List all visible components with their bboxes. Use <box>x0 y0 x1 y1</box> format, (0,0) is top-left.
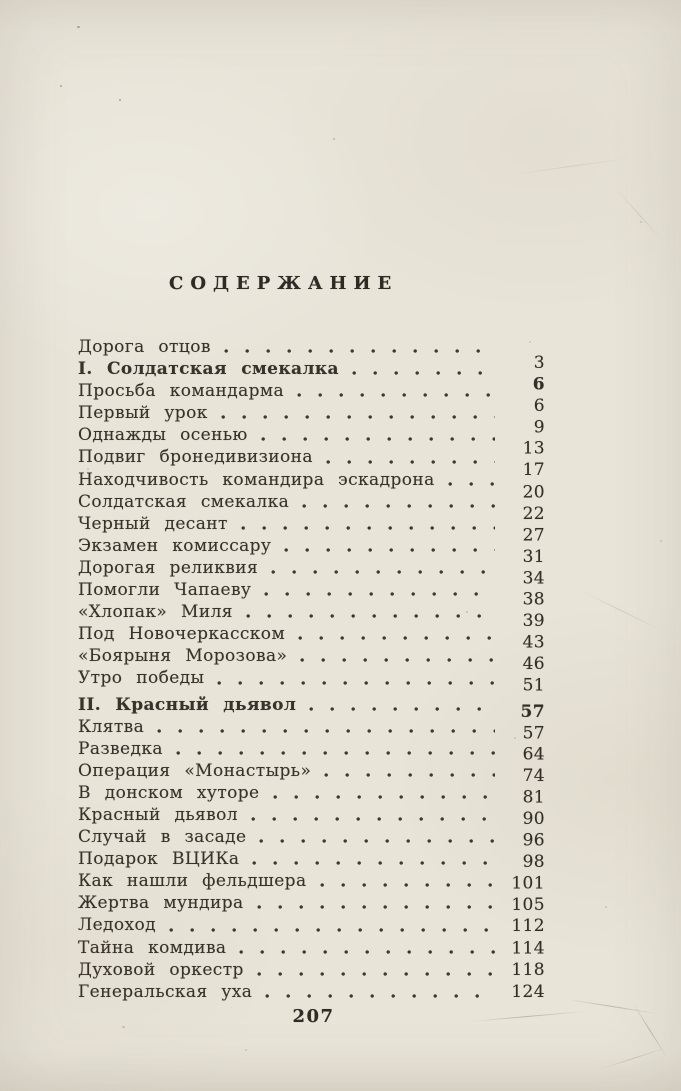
toc-row <box>78 870 545 892</box>
toc-entry-page: 51 <box>522 675 545 696</box>
paper-speck <box>466 611 468 613</box>
toc-entry-title: Однажды осенью <box>78 425 248 446</box>
toc-row <box>78 804 545 829</box>
toc-entry-page: 64 <box>522 744 545 765</box>
toc-row <box>78 645 545 675</box>
toc-entry-title: I. Солдатская смекалка <box>78 359 339 380</box>
toc-row <box>78 959 545 981</box>
toc-row <box>78 623 545 653</box>
toc-row <box>78 557 545 589</box>
paper-speck <box>245 1049 247 1051</box>
paper-speck <box>660 540 662 542</box>
toc-entry-page: 17 <box>522 460 545 481</box>
toc-entry-page: 6 <box>532 374 545 395</box>
toc-entry-title: Черный десант <box>78 513 228 534</box>
toc-entry-page: 90 <box>522 808 545 829</box>
toc-row <box>78 981 545 1003</box>
toc-entry-page: 34 <box>522 568 545 589</box>
paper-speck <box>77 26 80 28</box>
toc-entry-title: Дорогая реликвия <box>78 557 259 578</box>
paper-speck <box>333 138 335 140</box>
toc-entry-title: Подвиг бронедивизиона <box>78 447 313 468</box>
toc-entry-title: II. Красный дьявол <box>78 694 297 715</box>
toc-entry-title: Утро победы <box>78 668 205 689</box>
toc-row <box>78 760 545 786</box>
toc-entry-title: Жертва мундира <box>78 893 244 914</box>
toc-entry-title: Дорога отцов <box>78 337 211 357</box>
dot-leader <box>309 706 495 712</box>
paper-speck <box>514 737 516 739</box>
toc-row <box>78 716 545 743</box>
toc-row <box>78 782 545 808</box>
toc-entry-title: Просьба командарма <box>78 381 285 402</box>
dot-leader <box>300 657 495 663</box>
toc-entry-title: «Хлопак» Миля <box>78 602 233 623</box>
dot-leader <box>241 525 495 531</box>
dot-leader <box>157 728 495 734</box>
toc-entry-title: Клятва <box>78 716 145 737</box>
toc-row <box>78 579 545 610</box>
paper-speck <box>119 99 121 101</box>
paper-speck <box>60 85 62 87</box>
toc-entry-page: 46 <box>522 654 545 675</box>
dot-leader <box>302 503 495 509</box>
toc-entry-title: Случай в засаде <box>78 827 247 848</box>
toc-entry-title: Операция «Монастырь» <box>78 760 312 781</box>
toc-entry-title: Помогли Чапаеву <box>78 580 252 601</box>
toc-entry-page: 6 <box>533 396 545 417</box>
paper-speck <box>178 342 180 344</box>
paper-crease <box>615 188 663 241</box>
toc-list <box>78 336 545 1003</box>
toc-entry-page: 124 <box>511 981 545 1002</box>
dot-leader <box>169 927 495 933</box>
dot-leader <box>326 459 495 465</box>
dot-leader <box>264 591 495 597</box>
toc-row <box>78 738 545 765</box>
toc-row <box>78 892 545 914</box>
paper-speck <box>87 468 89 470</box>
dot-leader <box>257 904 495 910</box>
toc-entry-page: 112 <box>511 916 545 937</box>
toc-row <box>78 914 545 936</box>
paper-speck <box>605 906 607 908</box>
toc-entry-page: 105 <box>511 895 545 916</box>
dot-leader <box>271 569 495 575</box>
toc-entry-page: 22 <box>522 503 545 524</box>
toc-entry-page: 43 <box>522 632 545 653</box>
dot-leader <box>259 838 495 844</box>
toc-row <box>78 937 545 959</box>
toc-entry-page: 31 <box>522 546 545 567</box>
toc-entry-title: Духовой оркестр <box>78 959 244 980</box>
toc-entry-page: 101 <box>511 873 545 894</box>
toc-entry-page: 74 <box>522 765 545 786</box>
toc-entry-title: Находчивость командира эскадрона <box>78 469 435 490</box>
dot-leader <box>221 414 495 420</box>
dot-leader <box>251 816 495 822</box>
dot-leader <box>298 635 495 641</box>
folio-page-number: 207 <box>292 1006 335 1027</box>
dot-leader <box>176 750 495 756</box>
toc-entry-page: 81 <box>522 787 545 808</box>
dot-leader <box>265 993 495 999</box>
dot-leader <box>273 794 495 800</box>
toc-row <box>78 826 545 851</box>
toc-entry-page: 3 <box>533 353 545 373</box>
toc-entry-page: 57 <box>522 722 545 743</box>
toc-entry-title: Подарок ВЦИКа <box>78 849 240 870</box>
toc-entry-page: 57 <box>520 701 545 722</box>
toc-entry-title: Генеральская уха <box>78 981 253 1002</box>
paper-crease <box>598 1047 669 1071</box>
toc-entry-title: Красный дьявол <box>78 804 238 825</box>
toc-entry-title: «Боярыня Морозова» <box>78 646 288 667</box>
paper-crease <box>511 158 630 176</box>
toc-entry-page: 96 <box>522 830 545 851</box>
toc-entry-page: 39 <box>522 611 545 632</box>
toc-row <box>78 667 545 696</box>
dot-leader <box>352 370 495 376</box>
toc-entry-page: 13 <box>522 439 545 460</box>
dot-leader <box>320 882 496 888</box>
toc-entry-page: 98 <box>522 852 545 873</box>
dot-leader <box>261 436 495 442</box>
dot-leader <box>252 860 495 866</box>
dot-leader <box>239 949 495 955</box>
toc-row <box>78 601 545 632</box>
toc-entry-title: Солдатская смекалка <box>78 491 290 512</box>
dot-leader <box>324 772 495 778</box>
toc-entry-title: Тайна комдива <box>78 937 227 958</box>
toc-entry-page: 9 <box>533 417 545 438</box>
toc-entry-page: 118 <box>511 959 545 980</box>
toc-entry-title: Разведка <box>78 738 163 759</box>
dot-leader <box>448 481 495 487</box>
paper-speck <box>122 1026 125 1028</box>
dot-leader <box>284 547 495 553</box>
page-title: СОДЕРЖАНИЕ <box>169 273 399 294</box>
paper-speck <box>640 221 642 223</box>
toc-entry-title: Ледоход <box>78 915 157 936</box>
toc-row <box>78 694 545 722</box>
paper-speck <box>529 341 531 343</box>
toc-entry-page: 27 <box>522 525 545 546</box>
toc-entry-title: Под Новочеркасском <box>78 624 286 645</box>
dot-leader <box>297 392 495 398</box>
dot-leader <box>257 971 495 977</box>
dot-leader <box>224 348 495 354</box>
toc-entry-page: 38 <box>522 589 545 610</box>
toc-row <box>78 848 545 873</box>
toc-entry-title: В донском хуторе <box>78 782 260 803</box>
paper-crease <box>580 590 661 630</box>
toc-entry-page: 20 <box>522 482 545 503</box>
toc-entry-title: Как нашли фельдшера <box>78 871 307 892</box>
toc-row <box>78 535 545 567</box>
toc-entry-title: Экзамен комиссару <box>78 535 272 556</box>
toc-entry-page: 114 <box>511 938 545 959</box>
dot-leader <box>217 680 495 686</box>
dot-leader <box>246 613 495 619</box>
toc-entry-title: Первый урок <box>78 403 208 424</box>
